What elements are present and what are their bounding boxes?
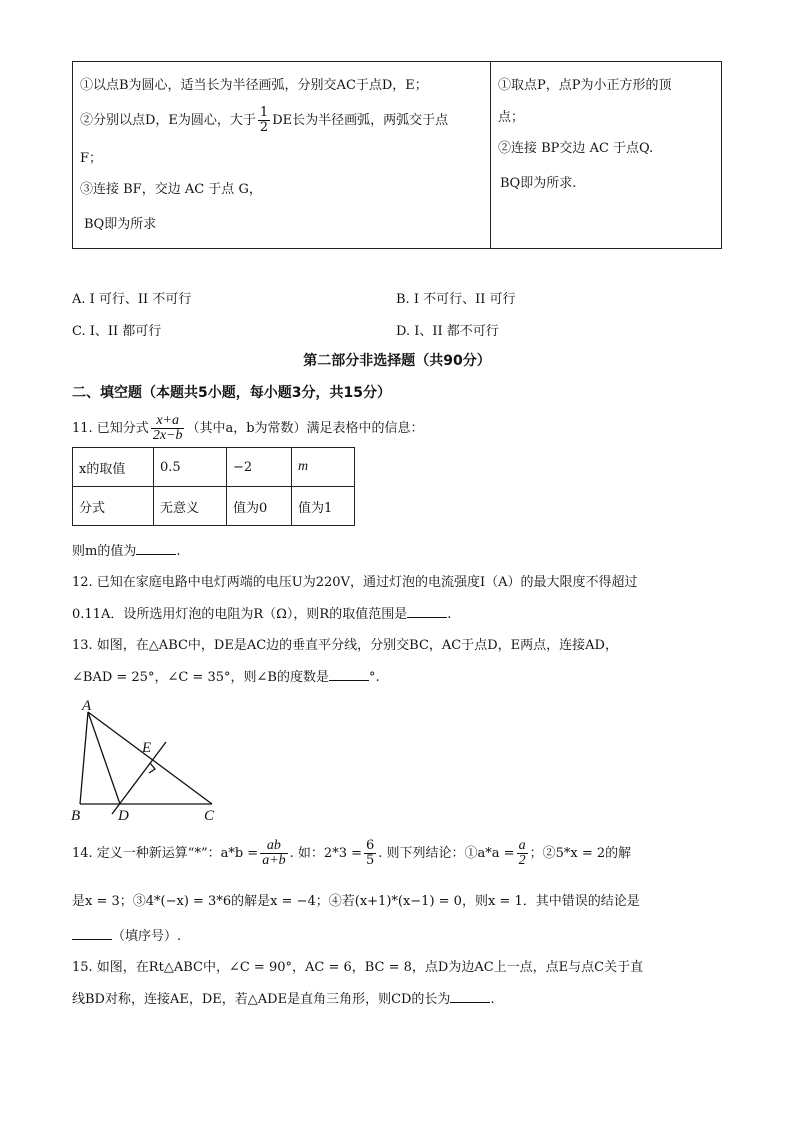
table-cell: m: [292, 448, 355, 487]
q12-line2: 0.11A．设所选用灯泡的电阻为R（Ω），则R的取值范围是 .: [72, 607, 452, 622]
option-c: C. I、II 都可行: [72, 324, 162, 339]
method2-step2: ②连接 BP交边 AC 于点Q.: [498, 141, 654, 156]
table-row: [73, 448, 355, 487]
method2-step1: ①取点P，点P为小正方形的顶: [498, 78, 672, 93]
method1-step2-cont: F；: [80, 151, 103, 166]
q14-def-fraction: $\frac{ab}{a+b}$: [262, 838, 286, 868]
segment-ad: [88, 712, 120, 804]
perpendicular-bisector: [112, 742, 166, 814]
table-cell: 无意义: [154, 487, 227, 526]
methods-divider: [490, 62, 491, 248]
table-cell: x的取值: [73, 448, 154, 487]
table-cell: 值为1: [292, 487, 355, 526]
q14-line1: 14. 定义一种新运算“*”：a*b = $\frac{ab}{a+b}$ . 如：2*3 = $\frac{6}{5}$ . 则下列结论：①a*a = $\frac{a}{2}$ ；②5*x = 2的解: [72, 838, 632, 868]
q11-value-table: [72, 447, 355, 526]
method1-step2: [80, 106, 448, 135]
method2-result: BQ即为所求.: [500, 176, 577, 191]
q11-stem: [72, 414, 424, 443]
method1-step1: ①以点B为圆心，适当长为半径画弧，分别交AC于点D，E；: [80, 78, 428, 93]
half-fraction: $\frac{1}{2}$: [259, 105, 269, 135]
q14-line3: （填序号）.: [72, 925, 181, 944]
table-cell: 分式: [73, 487, 154, 526]
answer-blank[interactable]: [450, 990, 490, 1003]
label-e: E: [142, 740, 152, 756]
label-a: A: [82, 698, 92, 714]
answer-blank[interactable]: [407, 605, 447, 618]
answer-blank[interactable]: [72, 927, 112, 940]
option-a: A. I 可行、II 不可行: [72, 292, 192, 307]
side-ac: [88, 712, 212, 804]
q11-prefix: 11. 已知分式: [72, 421, 149, 436]
table-row: [73, 487, 355, 526]
method2-step1-cont: 点；: [498, 110, 525, 125]
q13-line2: ∠BAD = 25°，∠C = 35°，则∠B的度数是 °.: [72, 670, 380, 685]
method1-step2-b: DE长为半径画弧，两弧交于点: [272, 113, 449, 128]
side-ab: [80, 712, 88, 804]
q11-fraction: $\frac{x+a}{2x-b}$: [152, 413, 183, 443]
q13-line1: 13. 如图，在△ABC中，DE是AC边的垂直平分线，分别交BC，AC于点D，E两点，连接AD，: [72, 638, 618, 653]
q14-half-a-fraction: $\frac{a}{2}$: [518, 838, 526, 868]
q15-line2: 线BD对称，连接AE，DE，若△ADE是直角三角形，则CD的长为 .: [72, 992, 495, 1007]
q11-suffix: （其中a，b为常数）满足表格中的信息：: [186, 421, 424, 436]
answer-blank[interactable]: [329, 668, 369, 681]
label-b: B: [71, 808, 81, 824]
method1-step2-a: ②分别以点D，E为圆心，大于: [80, 113, 256, 128]
table-cell: −2: [227, 448, 292, 487]
part2-title: 第二部分非选择题（共90分）: [303, 353, 491, 369]
label-c: C: [204, 808, 215, 824]
option-d: D. I、II 都不可行: [396, 324, 499, 339]
option-b: B. I 不可行、II 可行: [396, 292, 516, 307]
label-d: D: [118, 808, 129, 824]
section2-title: 二、填空题（本题共5小题，每小题3分，共15分）: [72, 385, 391, 401]
q11-ask: 则m的值为 .: [72, 544, 181, 559]
table-cell: 值为0: [227, 487, 292, 526]
q14-line2: 是x = 3；③4*(−x) = 3*6的解是x = −4；④若(x+1)*(x−1) = 0，则x = 1．其中错误的结论是: [72, 894, 640, 909]
answer-blank[interactable]: [136, 542, 176, 555]
method1-result: BQ即为所求: [84, 217, 157, 232]
table-cell: 0.5: [154, 448, 227, 487]
method1-step3: ③连接 BF，交边 AC 于点 G，: [80, 182, 262, 197]
q15-line1: 15. 如图，在Rt△ABC中，∠C = 90°，AC = 6，BC = 8，点D为边AC上一点，点E与点C关于直: [72, 960, 644, 975]
q12-line1: 12. 已知在家庭电路中电灯两端的电压U为220V，通过灯泡的电流强度I（A）的最大限度不得超过: [72, 575, 638, 590]
q14-example-fraction: $\frac{6}{5}$: [366, 838, 375, 868]
triangle-figure: [66, 696, 236, 826]
